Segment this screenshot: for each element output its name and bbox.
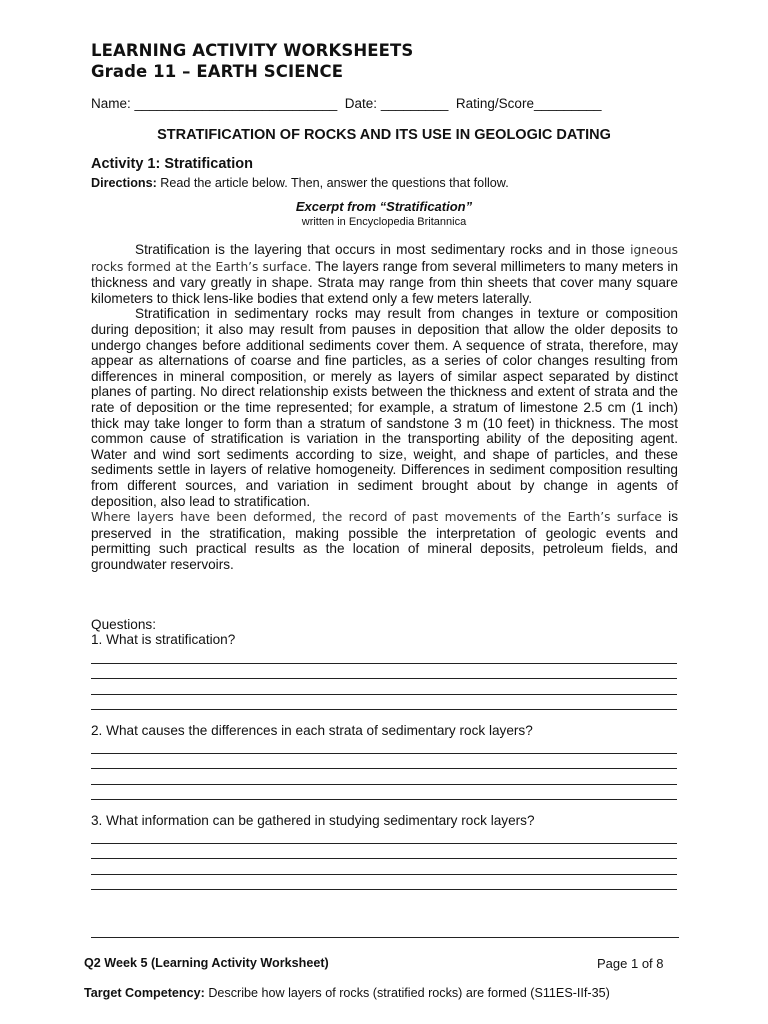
answer-line[interactable]: [91, 874, 677, 875]
worksheet-subtitle: Grade 11 – EARTH SCIENCE: [91, 62, 344, 81]
question-3: 3. What information can be gathered in studying sedimentary rock layers?: [91, 813, 535, 828]
answer-line[interactable]: [91, 889, 677, 890]
target-competency: [84, 986, 610, 1000]
question-1: 1. What is stratification?: [91, 632, 236, 647]
date-field[interactable]: _________: [380, 96, 449, 111]
competency-label: Target Competency:: [84, 986, 205, 1000]
answer-line[interactable]: [91, 858, 677, 859]
footer-divider: [91, 937, 679, 938]
name-label: Name:: [91, 96, 131, 111]
excerpt-source: written in Encyclopedia Britannica: [301, 216, 467, 228]
answer-line[interactable]: [91, 784, 677, 785]
activity-title: Activity 1: Stratification: [91, 156, 253, 172]
highlighted-phrase: Where layers have been deformed, the record of past movements of the Earth’s surface: [91, 510, 662, 525]
student-info-row: [91, 96, 602, 111]
answer-line[interactable]: [91, 753, 677, 754]
excerpt-title: Excerpt from “Stratification”: [295, 199, 473, 214]
date-label: Date:: [344, 96, 378, 111]
answer-line[interactable]: [91, 694, 677, 695]
article-paragraph-3: Where layers have been deformed, the record of past movements of the Earth’s surface is preserved in the stratification, making possible the interpretation of geologic events and permitting such practical results as the location of mineral deposits, petroleum fields, and groundwater reservoirs.: [91, 509, 678, 572]
directions: [91, 176, 509, 190]
article-paragraph-2: Stratification in sedimentary rocks may result from changes in texture or composition during deposition; it also may result from pauses in deposition that allow the older deposits to undergo changes before additional sediments cover them. A sequence of strata, therefore, may appear as alternations of coarse and fine particles, as a series of color changes resulting from differences in mineral composition, or merely as layers of similar aspect separated by distinct planes of parting. No direct relationship exists between the thickness and extent of strata and the rate of deposition or the time represented; for example, a stratum of limestone 2.5 cm (1 inch) thick may take longer to form than a stratum of sandstone 3 m (10 feet) in thickness. The most common cause of stratification is variation in the transporting ability of the depositing agent. Water and wind sort sediments according to size, weight, and shape of particles, and these sediments settle in layers of relative homogeneity. Differences in sediment composition resulting from different sources, and variation in sediment brought about by change in agents of deposition, also lead to stratification.: [91, 306, 678, 509]
questions-label: Questions:: [91, 617, 156, 632]
page-number: Page 1 of 8: [597, 956, 664, 971]
answer-line[interactable]: [91, 663, 677, 664]
footer-week-label: Q2 Week 5 (Learning Activity Worksheet): [84, 956, 329, 970]
answer-line[interactable]: [91, 678, 677, 679]
question-2: 2. What causes the differences in each strata of sedimentary rock layers?: [91, 723, 533, 738]
article-text: [91, 242, 678, 572]
rating-field[interactable]: _________: [533, 96, 602, 111]
answer-line[interactable]: [91, 843, 677, 844]
competency-text: Describe how layers of rocks (stratified rocks) are formed (S11ES-IIf-35): [208, 986, 610, 1000]
directions-label: Directions:: [91, 176, 157, 190]
answer-line[interactable]: [91, 768, 677, 769]
answer-line[interactable]: [91, 799, 677, 800]
answer-line[interactable]: [91, 709, 677, 710]
rating-label: Rating/Score: [455, 96, 534, 111]
worksheet-title: LEARNING ACTIVITY WORKSHEETS: [91, 41, 414, 60]
document-title: STRATIFICATION OF ROCKS AND ITS USE IN GEOLOGIC DATING: [157, 127, 611, 143]
highlighted-phrase: igneous rocks formed at the Earth’s surface.: [91, 243, 678, 274]
directions-text: Read the article below. Then, answer the questions that follow.: [160, 176, 509, 190]
article-paragraph-1: Stratification is the layering that occurs in most sedimentary rocks and in those igneous rocks formed at the Earth’s surface. The layers range from several millimeters to many meters in thickness and vary greatly in shape. Strata may range from thin sheets that cover many square kilometers to thick lens-like bodies that extend only a few meters laterally.: [91, 242, 679, 306]
name-field[interactable]: ___________________________: [134, 96, 338, 111]
